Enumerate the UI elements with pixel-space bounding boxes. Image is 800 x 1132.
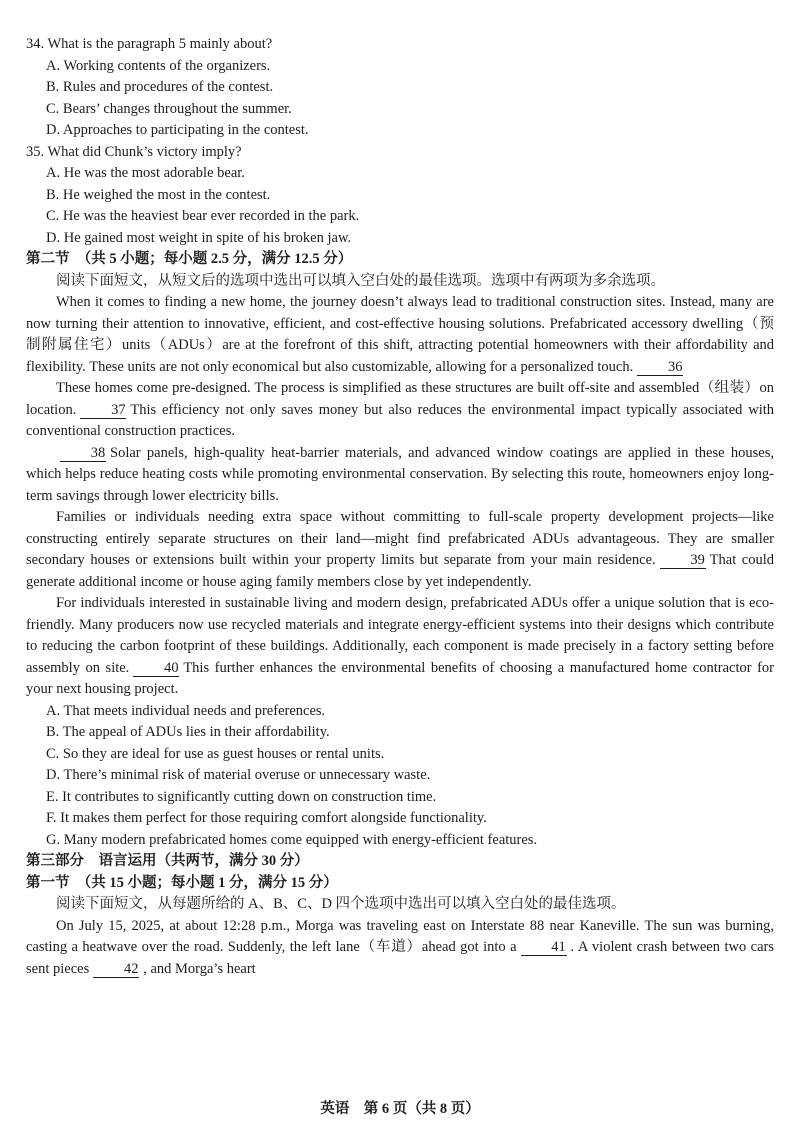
option-d: D. Approaches to participating in the contest. xyxy=(46,122,309,138)
option-d: D. He gained most weight in spite of his broken jaw. xyxy=(46,229,352,246)
paragraph-text: This efficiency not only saves money but also reduces the environmental impact typically associated with conventional construction practices. xyxy=(26,401,774,439)
paragraph-text: For individuals interested in sustainable living and modern design, prefabricated ADUs offer a unique solution that is eco-friendly. Many producers now use recycled materials and integrate energy-efficient systems into their designs which contribute to reducing the carbon footprint of these buildings. Additionally, each component is made precisely in a factory setting before assembly on site. xyxy=(26,595,774,676)
paragraph-text: This further enhances the environmental benefits of choosing a manufactured home contractor for your next housing project. xyxy=(26,659,774,697)
section-2-instruction: 阅读下面短文，从短文后的选项中选出可以填入空白处的最佳选项。选项中有两项为多余选项。 xyxy=(56,272,665,289)
option-c: C. Bears’ changes throughout the summer. xyxy=(46,100,292,117)
paragraph-text: . A violent crash between two cars sent pieces xyxy=(26,939,774,977)
question-stem: 35. What did Chunk’s victory imply? xyxy=(26,143,242,160)
option-a: A. He was the most adorable bear. xyxy=(46,165,245,181)
choice-g: G. Many modern prefabricated homes come equipped with energy-efficient features. xyxy=(46,831,538,848)
blank-37: 37 xyxy=(80,402,126,419)
paragraph-text: That could generate additional income or house aging family members close by yet independently. xyxy=(26,552,774,590)
section-2-heading: 第二节 （共 5 小题；每小题 2.5 分，满分 12.5 分） xyxy=(26,251,353,267)
option-c: C. He was the heaviest bear ever recorded in the park. xyxy=(46,208,360,224)
choice-b: B. The appeal of ADUs lies in their affordability. xyxy=(46,724,330,740)
blank-38: 38 xyxy=(60,445,106,462)
part-3-instruction: 阅读下面短文，从每题所给的 A、B、C、D 四个选项中选出可以填入空白处的最佳选项。 xyxy=(56,896,626,912)
question-34 xyxy=(26,34,774,142)
paragraph-text: When it comes to finding a new home, the journey doesn’t always lead to traditional construction sites. Instead, many are now turning their attention to innovative, efficient, and cost-effective housing solutions. Prefabricated accessory dwelling（预制附属住宅）units（ADUs）are at the forefront of this shift, attracting potential homeowners with their affordability and flexibility. These units are not only economical but also customizable, allowing for a personalized touch. xyxy=(26,294,774,375)
choice-e: E. It contributes to significantly cutting down on construction time. xyxy=(46,788,437,805)
paragraph-text: These homes come pre-designed. The process is simplified as these structures are built off-site and assembled（组装）on location. xyxy=(26,380,774,418)
part-3-heading: 第三部分 语言运用（共两节，满分 30 分） xyxy=(26,853,309,869)
blank-39: 39 xyxy=(660,552,706,569)
blank-40: 40 xyxy=(133,660,179,677)
passage-paragraph-2 xyxy=(26,378,774,443)
choice-list xyxy=(26,701,774,852)
passage-paragraph-4 xyxy=(26,507,774,593)
part-3-section-1-heading: 第一节 （共 15 小题；每小题 1 分，满分 15 分） xyxy=(26,874,338,891)
paragraph-text: , and Morga’s heart xyxy=(143,960,256,977)
page-footer: 英语 第 6 页（共 8 页） xyxy=(320,1101,480,1117)
paragraph-text: On July 15, 2025, at about 12:28 p.m., Morga was traveling east on Interstate 88 near Kaneville. The sun was burning, casting a heatwave over the road. Suddenly, the left lane（车道）ahead got into a xyxy=(26,917,774,955)
option-b: B. He weighed the most in the contest. xyxy=(46,186,271,203)
option-a: A. Working contents of the organizers. xyxy=(46,57,271,74)
option-b: B. Rules and procedures of the contest. xyxy=(46,79,274,95)
choice-a: A. That meets individual needs and preferences. xyxy=(46,702,326,719)
choice-d: D. There’s minimal risk of material overuse or unnecessary waste. xyxy=(46,767,431,783)
passage-paragraph-1 xyxy=(26,292,774,378)
question-stem: 34. What is the paragraph 5 mainly about? xyxy=(26,36,273,52)
choice-c: C. So they are ideal for use as guest houses or rental units. xyxy=(46,745,385,762)
choice-f: F. It makes them perfect for those requiring comfort alongside functionality. xyxy=(46,810,487,826)
paragraph-text: Solar panels, high-quality heat-barrier materials, and advanced window coatings are applied in these houses, which helps reduce heating costs while promoting environmental conservation. By selecting this route, homeowners enjoy long-term savings through lower electricity bills. xyxy=(26,444,774,504)
blank-36: 36 xyxy=(637,359,683,376)
blank-41: 41 xyxy=(521,939,567,956)
paragraph-text: Families or individuals needing extra space without committing to full-scale property development projects—like constructing entirely separate structures on their land—might find prefabricated ADUs advantageous. They are smaller secondary houses or extensions built within your property limits but separate from your main residence. xyxy=(26,509,774,568)
passage-paragraph-3 xyxy=(26,443,774,508)
question-35 xyxy=(26,142,774,250)
cloze-paragraph-1 xyxy=(26,916,774,981)
passage-paragraph-5 xyxy=(26,593,774,701)
blank-42: 42 xyxy=(93,961,139,978)
